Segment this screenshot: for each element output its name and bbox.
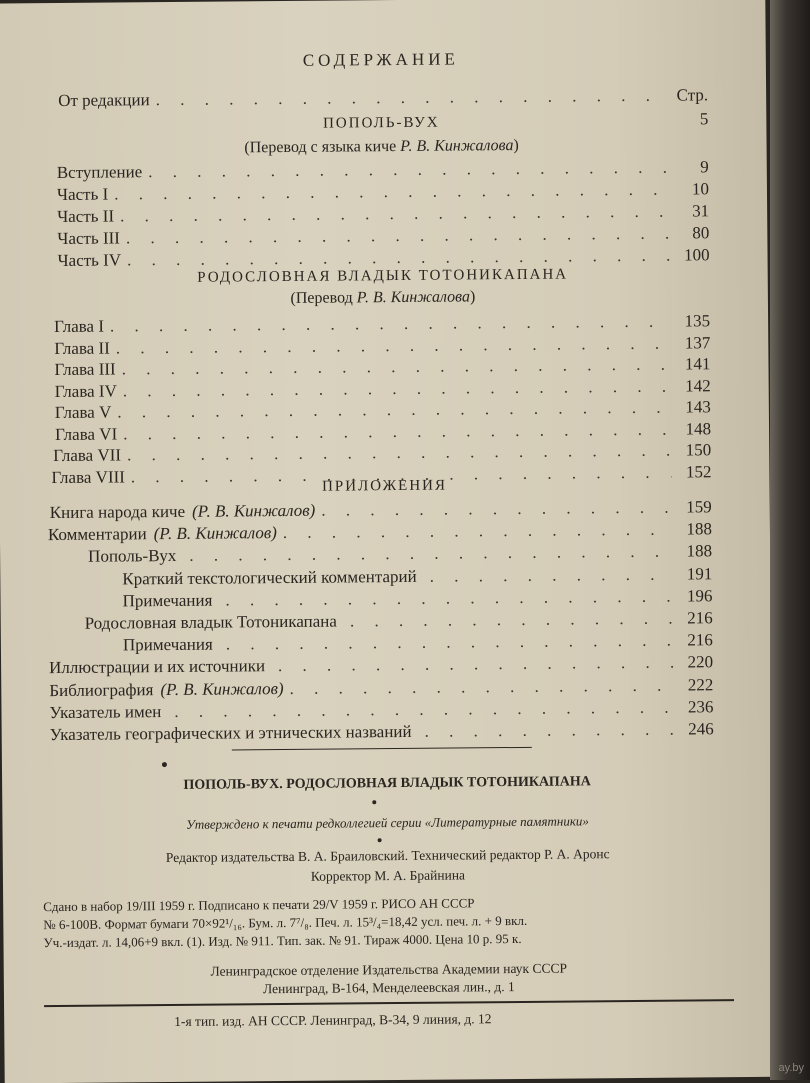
- leader-dots: [350, 609, 673, 632]
- section-sub-rod: [0, 286, 768, 311]
- leader-dots: [120, 202, 669, 227]
- toc-row: [49, 697, 713, 723]
- toc-label: Глава II: [54, 338, 110, 358]
- toc-page: 142: [677, 376, 711, 396]
- toc-page: 152: [677, 462, 711, 482]
- sub-text: (Перевод с языка киче: [244, 138, 400, 156]
- toc-page: 5: [674, 109, 708, 129]
- leader-dots: [148, 158, 669, 183]
- toc-label: Вступление: [57, 162, 143, 183]
- leader-dots: [110, 312, 670, 337]
- toc-label: От редакции: [58, 90, 150, 111]
- toc-page: 159: [678, 497, 712, 517]
- toc-page: 143: [677, 397, 711, 417]
- toc-page: 31: [675, 201, 709, 221]
- toc-page: 236: [679, 697, 713, 717]
- leader-dots: [321, 498, 672, 521]
- asterisk-mark: [378, 838, 382, 842]
- toc-label: Указатель имен: [49, 702, 161, 723]
- leader-dots: [225, 586, 672, 610]
- popol-list: [0, 0, 765, 4]
- toc-row: [50, 497, 712, 523]
- toc-page: 137: [676, 333, 710, 353]
- toc-row: [50, 719, 714, 745]
- toc-label: Часть IV: [57, 250, 121, 271]
- toc-row: [88, 542, 712, 567]
- toc-label: Глава VIII: [51, 467, 125, 488]
- leader-dots: [127, 441, 671, 466]
- imprint-editors: Редактор издательства В. А. Браиловский. Технический редактор Р. А. Аронс: [3, 845, 773, 868]
- leader-dots: [123, 419, 671, 444]
- toc-label: Краткий текстологический комментарий: [122, 566, 417, 589]
- leader-dots: [424, 720, 673, 742]
- toc-row: [57, 179, 709, 205]
- translator-name: Р. В. Кинжалова: [400, 137, 513, 155]
- toc-page: 148: [677, 419, 711, 439]
- imprint-line-3: Уч.-издат. л. 14,06+9 вкл. (1). Изд. № 911. Тип. зак. № 91. Тираж 4000. Цена 10 р. 95 к.: [43, 931, 521, 951]
- toc-page: 222: [679, 675, 713, 695]
- toc-label: Книга народа киче: [50, 502, 186, 523]
- leader-dots: [117, 398, 671, 423]
- toc-row: [123, 630, 713, 655]
- leader-dots: [189, 542, 672, 566]
- toc-label: Примечания: [122, 590, 212, 611]
- toc-label: Глава IV: [55, 381, 117, 402]
- leader-dots: [116, 333, 671, 358]
- toc-page: 220: [679, 653, 713, 673]
- toc-row: [57, 201, 709, 227]
- toc-row: [122, 586, 712, 611]
- section-head-app: ПРИЛОЖЕНИЯ: [0, 475, 770, 499]
- sub-end: ): [470, 288, 475, 305]
- toc-page: 216: [679, 630, 713, 650]
- imprint-corrector: Корректор М. А. Брайнина: [3, 865, 773, 888]
- toc-label: Глава I: [54, 317, 104, 337]
- toc-row: [122, 564, 712, 589]
- toc-label: Часть I: [57, 185, 108, 205]
- rod-list: [0, 0, 765, 4]
- toc-page: 80: [675, 223, 709, 243]
- leader-dots: [126, 224, 670, 249]
- imprint-approved: Утверждено к печати редколлегией серии «Литературные памятники»: [2, 812, 772, 835]
- leader-dots: [226, 631, 673, 655]
- leader-dots: [174, 697, 673, 721]
- imprint-line-1: Сдано в набор 19/III 1959 г. Подписано к печати 29/V 1959 г. РИСО АН СССР: [43, 895, 474, 915]
- book-spine-shadow: [770, 0, 810, 1080]
- leader-dots: [283, 520, 672, 543]
- toc-label: Глава VII: [53, 445, 121, 466]
- translator-name: Р. В. Кинжалова: [357, 288, 470, 306]
- toc-page: 135: [676, 311, 710, 331]
- toc-page: 150: [677, 440, 711, 460]
- imprint-publisher-1: Ленинградское отделение Издательства Академии наук СССР: [4, 959, 774, 982]
- toc-label: Часть II: [57, 206, 114, 226]
- leader-dots: [123, 376, 671, 401]
- toc-page: 188: [678, 519, 712, 539]
- toc-row: [57, 223, 709, 249]
- str-label: Стр.: [674, 85, 708, 105]
- toc-label: Библиография: [49, 680, 153, 701]
- leader-dots: [122, 355, 671, 380]
- toc-label: Указатель географических и этнических названий: [50, 722, 412, 745]
- section-sub-popol: [0, 135, 767, 160]
- toc-label: Комментарии: [48, 524, 147, 545]
- toc-author: (Р. В. Кинжалов): [154, 523, 277, 544]
- section-head-popol: ПОПОЛЬ-ВУХ: [0, 112, 766, 136]
- toc-row: [49, 653, 713, 679]
- sub-text: (Перевод: [290, 289, 356, 307]
- divider-rule: [232, 747, 532, 751]
- toc-page: 141: [676, 354, 710, 374]
- toc-label: Иллюстрации и их источники: [49, 657, 265, 679]
- toc-label: Пополь-Вух: [88, 546, 176, 567]
- toc-label: Глава VI: [55, 424, 117, 445]
- toc-label: Примечания: [123, 635, 213, 656]
- toc-page: 10: [675, 179, 709, 199]
- toc-row: [57, 157, 709, 183]
- imprint-book-title: ПОПОЛЬ-ВУХ. РОДОСЛОВНАЯ ВЛАДЫК ТОТОНИКАПАНА: [2, 773, 772, 796]
- imprint-publisher-2: Ленинград, В-164, Менделеевская лин., д. 1: [4, 977, 774, 1000]
- toc-label: Глава III: [54, 359, 115, 380]
- toc-row: [85, 608, 713, 633]
- toc-page: 216: [679, 608, 713, 628]
- leader-dots: [430, 564, 673, 586]
- section-head-rod: РОДОСЛОВНАЯ ВЛАДЫК ТОТОНИКАПАНА: [0, 265, 768, 289]
- bottom-rule: [44, 999, 734, 1007]
- app-list: [0, 0, 765, 4]
- toc-row: [49, 675, 713, 701]
- watermark-text: ay.by: [779, 1062, 804, 1074]
- leader-dots: [156, 86, 669, 110]
- toc-label: Родословная владык Тотоникапана: [85, 612, 337, 634]
- asterisk-mark: [162, 762, 167, 767]
- toc-author: (Р. В. Кинжалов): [160, 679, 283, 700]
- page-title: СОДЕРЖАНИЕ: [0, 47, 766, 74]
- toc-label: Часть III: [57, 228, 120, 249]
- toc-author: (Р. В. Кинжалов): [192, 501, 315, 522]
- leader-dots: [278, 653, 673, 676]
- toc-row-preface: [58, 85, 708, 111]
- leader-dots: [114, 180, 669, 205]
- imprint-line-2: № 6-100В. Формат бумаги 70×92¹/₁₆. Бум. л. 7⁷/₈. Печ. л. 15³/₄=18,42 усл. печ. л. + 9 вкл.: [43, 913, 527, 933]
- toc-page: 188: [678, 542, 712, 562]
- leader-dots: [290, 675, 674, 698]
- toc-row: [48, 519, 712, 545]
- toc-page: 9: [675, 157, 709, 177]
- toc-label: Глава V: [55, 403, 112, 423]
- toc-page: 246: [680, 719, 714, 739]
- sub-end: ): [513, 137, 518, 154]
- toc-page: 100: [675, 245, 709, 265]
- toc-page: 196: [678, 586, 712, 606]
- asterisk-mark: [372, 800, 376, 804]
- imprint-printer: 1-я тип. изд. АН СССР. Ленинград, В-34, 9 линия, д. 12: [174, 1011, 491, 1030]
- toc-page: 191: [678, 564, 712, 584]
